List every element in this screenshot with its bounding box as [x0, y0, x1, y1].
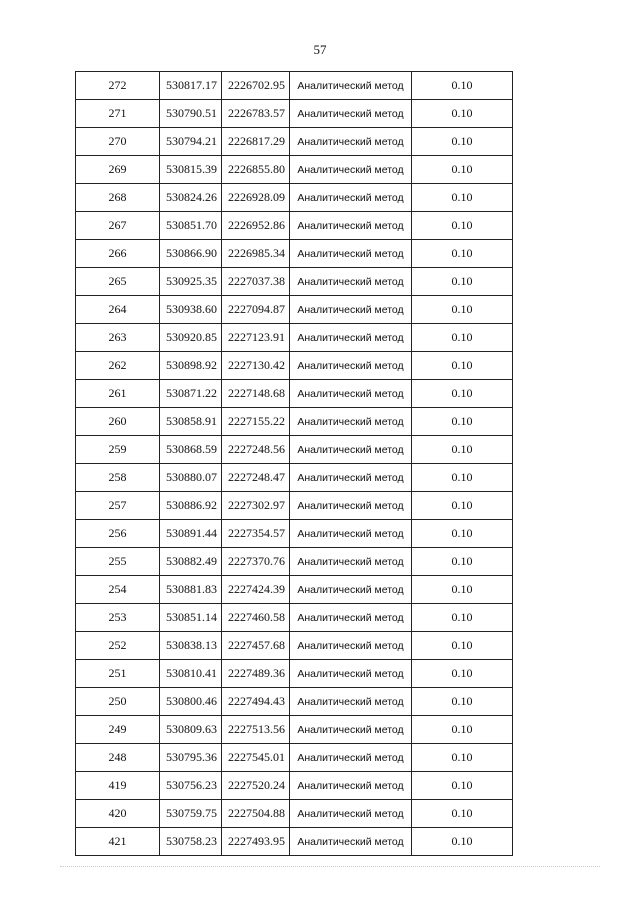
point-cell: 249 [76, 716, 160, 744]
y-coordinate-cell: 2226855.80 [222, 156, 290, 184]
point-cell: 419 [76, 772, 160, 800]
table-row [76, 744, 513, 772]
point-cell: 269 [76, 156, 160, 184]
y-coordinate-cell: 2227513.56 [222, 716, 290, 744]
x-coordinate-cell: 530824.26 [160, 184, 222, 212]
y-coordinate-cell: 2226928.09 [222, 184, 290, 212]
y-coordinate-cell: 2227354.57 [222, 520, 290, 548]
table-row [76, 576, 513, 604]
accuracy-cell: 0.10 [412, 828, 513, 856]
accuracy-cell: 0.10 [412, 296, 513, 324]
table-row [76, 464, 513, 492]
table-row [76, 212, 513, 240]
point-cell: 267 [76, 212, 160, 240]
table-row [76, 716, 513, 744]
point-cell: 420 [76, 800, 160, 828]
point-cell: 257 [76, 492, 160, 520]
x-coordinate-cell: 530891.44 [160, 520, 222, 548]
x-coordinate-cell: 530868.59 [160, 436, 222, 464]
method-cell: Аналитический метод [290, 520, 412, 548]
accuracy-cell: 0.10 [412, 576, 513, 604]
method-cell: Аналитический метод [290, 436, 412, 464]
y-coordinate-cell: 2227494.43 [222, 688, 290, 716]
point-cell: 261 [76, 380, 160, 408]
accuracy-cell: 0.10 [412, 268, 513, 296]
accuracy-cell: 0.10 [412, 632, 513, 660]
table-row [76, 380, 513, 408]
method-cell: Аналитический метод [290, 380, 412, 408]
y-coordinate-cell: 2227130.42 [222, 352, 290, 380]
table-row [76, 128, 513, 156]
table-row [76, 632, 513, 660]
table-row [76, 688, 513, 716]
method-cell: Аналитический метод [290, 548, 412, 576]
method-cell: Аналитический метод [290, 492, 412, 520]
y-coordinate-cell: 2227460.58 [222, 604, 290, 632]
table-row [76, 100, 513, 128]
accuracy-cell: 0.10 [412, 408, 513, 436]
method-cell: Аналитический метод [290, 688, 412, 716]
method-cell: Аналитический метод [290, 744, 412, 772]
x-coordinate-cell: 530810.41 [160, 660, 222, 688]
table-row [76, 408, 513, 436]
y-coordinate-cell: 2227370.76 [222, 548, 290, 576]
method-cell: Аналитический метод [290, 100, 412, 128]
y-coordinate-cell: 2227504.88 [222, 800, 290, 828]
point-cell: 256 [76, 520, 160, 548]
method-cell: Аналитический метод [290, 240, 412, 268]
point-cell: 255 [76, 548, 160, 576]
y-coordinate-cell: 2227424.39 [222, 576, 290, 604]
accuracy-cell: 0.10 [412, 240, 513, 268]
y-coordinate-cell: 2227457.68 [222, 632, 290, 660]
table-row [76, 660, 513, 688]
x-coordinate-cell: 530756.23 [160, 772, 222, 800]
point-cell: 264 [76, 296, 160, 324]
coordinates-table [75, 71, 513, 856]
method-cell: Аналитический метод [290, 604, 412, 632]
y-coordinate-cell: 2227037.38 [222, 268, 290, 296]
x-coordinate-cell: 530920.85 [160, 324, 222, 352]
method-cell: Аналитический метод [290, 296, 412, 324]
table-row [76, 800, 513, 828]
accuracy-cell: 0.10 [412, 660, 513, 688]
method-cell: Аналитический метод [290, 268, 412, 296]
y-coordinate-cell: 2226783.57 [222, 100, 290, 128]
accuracy-cell: 0.10 [412, 772, 513, 800]
accuracy-cell: 0.10 [412, 716, 513, 744]
table-body [76, 72, 513, 856]
accuracy-cell: 0.10 [412, 436, 513, 464]
point-cell: 262 [76, 352, 160, 380]
table-row [76, 324, 513, 352]
y-coordinate-cell: 2226952.86 [222, 212, 290, 240]
x-coordinate-cell: 530851.14 [160, 604, 222, 632]
point-cell: 272 [76, 72, 160, 100]
y-coordinate-cell: 2227155.22 [222, 408, 290, 436]
x-coordinate-cell: 530758.23 [160, 828, 222, 856]
x-coordinate-cell: 530800.46 [160, 688, 222, 716]
x-coordinate-cell: 530817.17 [160, 72, 222, 100]
table-row [76, 772, 513, 800]
x-coordinate-cell: 530938.60 [160, 296, 222, 324]
table-row [76, 184, 513, 212]
accuracy-cell: 0.10 [412, 548, 513, 576]
point-cell: 258 [76, 464, 160, 492]
y-coordinate-cell: 2226985.34 [222, 240, 290, 268]
x-coordinate-cell: 530881.83 [160, 576, 222, 604]
point-cell: 260 [76, 408, 160, 436]
table-row [76, 72, 513, 100]
point-cell: 259 [76, 436, 160, 464]
y-coordinate-cell: 2227148.68 [222, 380, 290, 408]
accuracy-cell: 0.10 [412, 744, 513, 772]
method-cell: Аналитический метод [290, 716, 412, 744]
x-coordinate-cell: 530838.13 [160, 632, 222, 660]
method-cell: Аналитический метод [290, 800, 412, 828]
x-coordinate-cell: 530851.70 [160, 212, 222, 240]
method-cell: Аналитический метод [290, 352, 412, 380]
point-cell: 270 [76, 128, 160, 156]
point-cell: 252 [76, 632, 160, 660]
method-cell: Аналитический метод [290, 632, 412, 660]
point-cell: 268 [76, 184, 160, 212]
table-row [76, 240, 513, 268]
point-cell: 248 [76, 744, 160, 772]
y-coordinate-cell: 2227094.87 [222, 296, 290, 324]
method-cell: Аналитический метод [290, 660, 412, 688]
page-number: 57 [313, 42, 327, 57]
table-row [76, 492, 513, 520]
x-coordinate-cell: 530866.90 [160, 240, 222, 268]
y-coordinate-cell: 2227248.47 [222, 464, 290, 492]
table-row [76, 604, 513, 632]
x-coordinate-cell: 530871.22 [160, 380, 222, 408]
method-cell: Аналитический метод [290, 184, 412, 212]
accuracy-cell: 0.10 [412, 212, 513, 240]
accuracy-cell: 0.10 [412, 352, 513, 380]
point-cell: 254 [76, 576, 160, 604]
accuracy-cell: 0.10 [412, 380, 513, 408]
accuracy-cell: 0.10 [412, 324, 513, 352]
method-cell: Аналитический метод [290, 72, 412, 100]
y-coordinate-cell: 2227489.36 [222, 660, 290, 688]
method-cell: Аналитический метод [290, 324, 412, 352]
y-coordinate-cell: 2227248.56 [222, 436, 290, 464]
method-cell: Аналитический метод [290, 212, 412, 240]
accuracy-cell: 0.10 [412, 100, 513, 128]
y-coordinate-cell: 2227545.01 [222, 744, 290, 772]
x-coordinate-cell: 530809.63 [160, 716, 222, 744]
x-coordinate-cell: 530886.92 [160, 492, 222, 520]
method-cell: Аналитический метод [290, 464, 412, 492]
method-cell: Аналитический метод [290, 576, 412, 604]
method-cell: Аналитический метод [290, 408, 412, 436]
x-coordinate-cell: 530794.21 [160, 128, 222, 156]
method-cell: Аналитический метод [290, 128, 412, 156]
method-cell: Аналитический метод [290, 772, 412, 800]
point-cell: 421 [76, 828, 160, 856]
y-coordinate-cell: 2227123.91 [222, 324, 290, 352]
table-row [76, 548, 513, 576]
y-coordinate-cell: 2227493.95 [222, 828, 290, 856]
table-row [76, 828, 513, 856]
table-row [76, 156, 513, 184]
x-coordinate-cell: 530795.36 [160, 744, 222, 772]
x-coordinate-cell: 530925.35 [160, 268, 222, 296]
x-coordinate-cell: 530898.92 [160, 352, 222, 380]
x-coordinate-cell: 530815.39 [160, 156, 222, 184]
y-coordinate-cell: 2226702.95 [222, 72, 290, 100]
table-row [76, 296, 513, 324]
accuracy-cell: 0.10 [412, 72, 513, 100]
y-coordinate-cell: 2227520.24 [222, 772, 290, 800]
x-coordinate-cell: 530882.49 [160, 548, 222, 576]
point-cell: 271 [76, 100, 160, 128]
point-cell: 250 [76, 688, 160, 716]
x-coordinate-cell: 530759.75 [160, 800, 222, 828]
accuracy-cell: 0.10 [412, 492, 513, 520]
table-row [76, 352, 513, 380]
accuracy-cell: 0.10 [412, 688, 513, 716]
point-cell: 253 [76, 604, 160, 632]
accuracy-cell: 0.10 [412, 184, 513, 212]
table-row [76, 436, 513, 464]
x-coordinate-cell: 530880.07 [160, 464, 222, 492]
x-coordinate-cell: 530858.91 [160, 408, 222, 436]
point-cell: 266 [76, 240, 160, 268]
point-cell: 263 [76, 324, 160, 352]
y-coordinate-cell: 2226817.29 [222, 128, 290, 156]
accuracy-cell: 0.10 [412, 128, 513, 156]
accuracy-cell: 0.10 [412, 604, 513, 632]
point-cell: 265 [76, 268, 160, 296]
method-cell: Аналитический метод [290, 156, 412, 184]
accuracy-cell: 0.10 [412, 156, 513, 184]
x-coordinate-cell: 530790.51 [160, 100, 222, 128]
method-cell: Аналитический метод [290, 828, 412, 856]
point-cell: 251 [76, 660, 160, 688]
accuracy-cell: 0.10 [412, 520, 513, 548]
scan-artifact [60, 866, 600, 868]
accuracy-cell: 0.10 [412, 464, 513, 492]
table-row [76, 520, 513, 548]
table-row [76, 268, 513, 296]
accuracy-cell: 0.10 [412, 800, 513, 828]
y-coordinate-cell: 2227302.97 [222, 492, 290, 520]
